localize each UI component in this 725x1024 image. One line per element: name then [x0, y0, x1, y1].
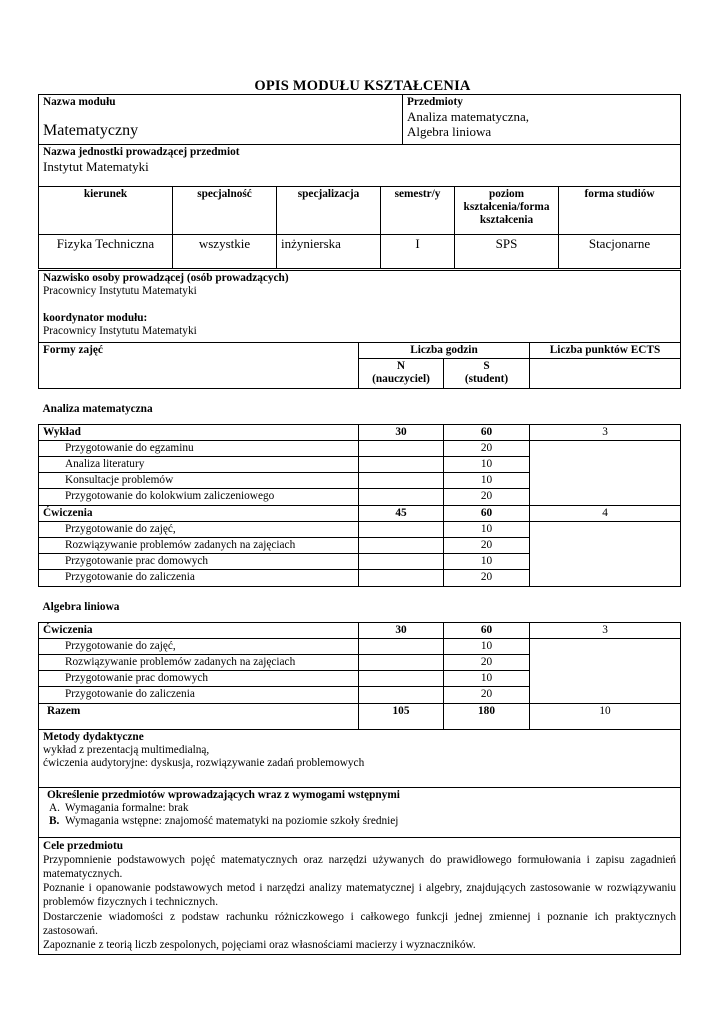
value-specjalnosc: wszystkie — [173, 235, 277, 269]
section-analysis: Analiza matematyczna — [39, 388, 681, 424]
prereq-cell — [39, 787, 681, 837]
table-row: Przygotowanie do egzaminu 20 — [39, 440, 681, 456]
section-algebra: Algebra liniowa — [39, 586, 681, 622]
unit-label: Nazwa jednostki prowadzącej przedmiot — [43, 146, 240, 158]
table-row: Ćwiczenia 30 60 3 — [39, 622, 681, 638]
table-row: Przygotowanie do zajęć, 10 — [39, 521, 681, 537]
subject-algebra: Algebra liniowa — [407, 124, 492, 140]
table-row: Przygotowanie do zaliczenia 20 — [39, 687, 681, 703]
hours-table — [38, 270, 681, 955]
prereq-b: B. Wymagania wstępne: znajomość matematyki na poziomie szkoły średniej — [49, 815, 399, 828]
goals-label: Cele przedmiotu — [43, 839, 123, 852]
table-row: Przygotowanie prac domowych 10 — [39, 554, 681, 570]
s-header: S (student) — [444, 359, 530, 388]
table-row: Analiza literatury 10 — [39, 457, 681, 473]
unit-cell — [39, 145, 681, 187]
methods-line1: wykład z prezentacją multimedialną, — [43, 743, 210, 756]
study-values-row — [39, 235, 681, 269]
value-poziom: SPS — [455, 235, 559, 269]
goal-3: Dostarczenie wiadomości z podstaw rachunku różniczkowego i całkowego funkcji jednej zmiennej i poznanie ich praktycznych zastosowań. — [43, 910, 677, 937]
header-specjalnosc: specjalność — [173, 187, 277, 235]
total-ects: 10 — [530, 703, 681, 729]
goal-1: Przypomnienie podstawowych pojęć matematycznych oraz narzędzi używanych do prawidłowego formułowania i zapisu zagadnień matematycznych. — [43, 853, 677, 881]
module-name-cell — [39, 95, 403, 145]
table-row: Wykład 30 60 3 — [39, 424, 681, 440]
table-row: Rozwiązywanie problemów zadanych na zajęciach 20 — [39, 538, 681, 554]
document-title: OPIS MODUŁU KSZTAŁCENIA — [254, 78, 471, 94]
ects-header-empty — [530, 359, 681, 388]
lead-value: Pracownicy Instytutu Matematyki — [43, 285, 197, 298]
study-header-row — [39, 187, 681, 235]
n-header: N (nauczyciel) — [359, 359, 444, 388]
methods-label: Metody dydaktyczne — [43, 730, 144, 743]
total-s: 180 — [444, 703, 530, 729]
goal-4: Zapoznanie z teorią liczb zespolonych, pojęciami oraz własnościami macierzy i wyznaczników. — [43, 939, 476, 952]
table-row: Przygotowanie do kolokwium zaliczeniowego 20 — [39, 489, 681, 505]
subjects-label: Przedmioty — [407, 96, 463, 108]
methods-cell — [39, 729, 681, 787]
value-kierunek: Fizyka Techniczna — [39, 235, 173, 269]
total-row — [39, 703, 681, 729]
subjects-cell — [403, 95, 681, 145]
table-row: Konsultacje problemów 10 — [39, 473, 681, 489]
header-specjalizacja: specjalizacja — [277, 187, 381, 235]
header-semestr: semestr/y — [381, 187, 455, 235]
goal-2: Poznanie i opanowanie podstawowych metod i narzędzi analizy matematycznej i algebry, znajdujących zastosowanie w rozwiązywaniu problemów fizycznych i technicznych. — [43, 882, 677, 909]
header-kierunek: kierunek — [39, 187, 173, 235]
goals-cell — [39, 837, 681, 955]
module-table — [38, 94, 681, 269]
coordinator-label: koordynator modułu: — [43, 311, 148, 324]
prereq-label: Określenie przedmiotów wprowadzających wraz z wymogami wstępnymi — [47, 788, 400, 801]
coordinator-value: Pracownicy Instytutu Matematyki — [43, 324, 197, 337]
ects-label: Liczba punktów ECTS — [530, 343, 681, 359]
header-poziom: poziom kształcenia/forma kształcenia — [455, 187, 559, 235]
module-name-label: Nazwa modułu — [43, 96, 116, 108]
value-forma: Stacjonarne — [559, 235, 681, 269]
table-row: Przygotowanie do zajęć, 10 — [39, 638, 681, 654]
unit-value: Instytut Matematyki — [43, 159, 149, 175]
prereq-a: A. Wymagania formalne: brak — [49, 801, 189, 814]
forms-label: Formy zajęć — [39, 343, 359, 389]
persons-cell — [39, 271, 681, 343]
hours-label: Liczba godzin — [359, 343, 530, 359]
table-row: Przygotowanie prac domowych 10 — [39, 671, 681, 687]
value-specjalizacja: inżynierska — [277, 235, 381, 269]
module-name-value: Matematyczny — [43, 122, 139, 140]
table-row: Rozwiązywanie problemów zadanych na zajęciach 20 — [39, 655, 681, 671]
total-label: Razem — [39, 703, 359, 729]
table-row: Przygotowanie do zaliczenia 20 — [39, 570, 681, 586]
table-row: Ćwiczenia 45 60 4 — [39, 505, 681, 521]
header-forma: forma studiów — [559, 187, 681, 235]
total-n: 105 — [359, 703, 444, 729]
subject-analysis: Analiza matematyczna, — [407, 109, 530, 125]
methods-line2: ćwiczenia audytoryjne: dyskusja, rozwiązywanie zadań problemowych — [43, 757, 365, 770]
value-semestr: I — [381, 235, 455, 269]
lead-label: Nazwisko osoby prowadzącej (osób prowadzących) — [43, 272, 289, 284]
